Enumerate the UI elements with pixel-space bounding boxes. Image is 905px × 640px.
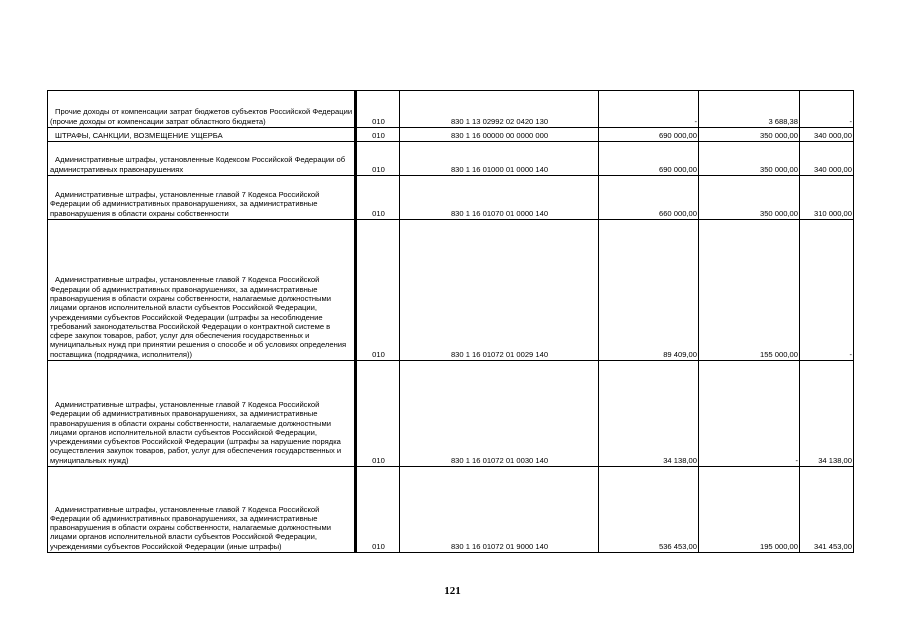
row-code-cell: 010 bbox=[356, 361, 400, 467]
income-name-cell: Административные штрафы, установленные главой 7 Кодекса Российской Федерации об административных правонарушениях, за административные правонарушения в области охраны собственности, налагаемые должностными лицами органов исполнительной власти субъектов Российской Федерации, учреждениями субъектов Российской Федерации (штрафы за нарушение порядка осуществления закупок товаров, работ, услуг для обеспечения государственных и муниципальных нужд) bbox=[48, 361, 356, 467]
budget-classification-code-cell: 830 1 16 01070 01 0000 140 bbox=[400, 176, 599, 220]
unexecuted-amount-cell: 340 000,00 bbox=[800, 128, 854, 142]
income-name-cell: Административные штрафы, установленные главой 7 Кодекса Российской Федерации об административных правонарушениях, за административные правонарушения в области охраны собственности, налагаемые должностными лицами органов исполнительной власти субъектов Российской Федерации, учреждениями субъектов Российской Федерации (штрафы за несоблюдение требований законодательства Российской Федерации о контрактной системе в сфере закупок товаров, работ, услуг для обеспечения государственных и муниципальных нужд при принятии решения о способе и об условиях определения поставщика (подрядчика, исполнителя)) bbox=[48, 220, 356, 361]
income-name-cell: Административные штрафы, установленные главой 7 Кодекса Российской Федерации об административных правонарушениях, за административные правонарушения в области охраны собственности bbox=[48, 176, 356, 220]
row-code-cell: 010 bbox=[356, 142, 400, 176]
executed-amount-cell: 3 688,38 bbox=[699, 91, 800, 128]
approved-amount-cell: 536 453,00 bbox=[599, 467, 699, 553]
table-row bbox=[48, 176, 854, 220]
income-name-cell: Административные штрафы, установленные Кодексом Российской Федерации об административных правонарушениях bbox=[48, 142, 356, 176]
executed-amount-cell: 350 000,00 bbox=[699, 142, 800, 176]
row-code-cell: 010 bbox=[356, 128, 400, 142]
approved-amount-cell: 690 000,00 bbox=[599, 128, 699, 142]
approved-amount-cell: 660 000,00 bbox=[599, 176, 699, 220]
table-row bbox=[48, 91, 854, 128]
executed-amount-cell: 350 000,00 bbox=[699, 128, 800, 142]
unexecuted-amount-cell: 340 000,00 bbox=[800, 142, 854, 176]
budget-income-table bbox=[47, 90, 854, 553]
unexecuted-amount-cell: - bbox=[800, 91, 854, 128]
row-code-cell: 010 bbox=[356, 467, 400, 553]
budget-classification-code-cell: 830 1 16 01072 01 0030 140 bbox=[400, 361, 599, 467]
table-row bbox=[48, 467, 854, 553]
budget-classification-code-cell: 830 1 16 01072 01 9000 140 bbox=[400, 467, 599, 553]
page-number: 121 bbox=[444, 585, 461, 597]
budget-classification-code-cell: 830 1 16 01000 01 0000 140 bbox=[400, 142, 599, 176]
table-row bbox=[48, 142, 854, 176]
budget-classification-code-cell: 830 1 16 01072 01 0029 140 bbox=[400, 220, 599, 361]
row-code-cell: 010 bbox=[356, 176, 400, 220]
unexecuted-amount-cell: - bbox=[800, 220, 854, 361]
table-row bbox=[48, 361, 854, 467]
row-code-cell: 010 bbox=[356, 220, 400, 361]
table-row bbox=[48, 220, 854, 361]
income-name-cell: Прочие доходы от компенсации затрат бюджетов субъектов Российской Федерации (прочие доходы от компенсации затрат областного бюджета) bbox=[48, 91, 356, 128]
income-name-cell: Административные штрафы, установленные главой 7 Кодекса Российской Федерации об административных правонарушениях, за административные правонарушения в области охраны собственности, налагаемые должностными лицами органов исполнительной власти субъектов Российской Федерации, учреждениями субъектов Российской Федерации (иные штрафы) bbox=[48, 467, 356, 553]
unexecuted-amount-cell: 310 000,00 bbox=[800, 176, 854, 220]
approved-amount-cell: 690 000,00 bbox=[599, 142, 699, 176]
income-name-cell: ШТРАФЫ, САНКЦИИ, ВОЗМЕЩЕНИЕ УЩЕРБА bbox=[48, 128, 356, 142]
table-row bbox=[48, 128, 854, 142]
row-code-cell: 010 bbox=[356, 91, 400, 128]
budget-classification-code-cell: 830 1 13 02992 02 0420 130 bbox=[400, 91, 599, 128]
executed-amount-cell: 155 000,00 bbox=[699, 220, 800, 361]
unexecuted-amount-cell: 34 138,00 bbox=[800, 361, 854, 467]
approved-amount-cell: - bbox=[599, 91, 699, 128]
executed-amount-cell: 195 000,00 bbox=[699, 467, 800, 553]
approved-amount-cell: 34 138,00 bbox=[599, 361, 699, 467]
unexecuted-amount-cell: 341 453,00 bbox=[800, 467, 854, 553]
executed-amount-cell: 350 000,00 bbox=[699, 176, 800, 220]
executed-amount-cell: - bbox=[699, 361, 800, 467]
budget-classification-code-cell: 830 1 16 00000 00 0000 000 bbox=[400, 128, 599, 142]
approved-amount-cell: 89 409,00 bbox=[599, 220, 699, 361]
